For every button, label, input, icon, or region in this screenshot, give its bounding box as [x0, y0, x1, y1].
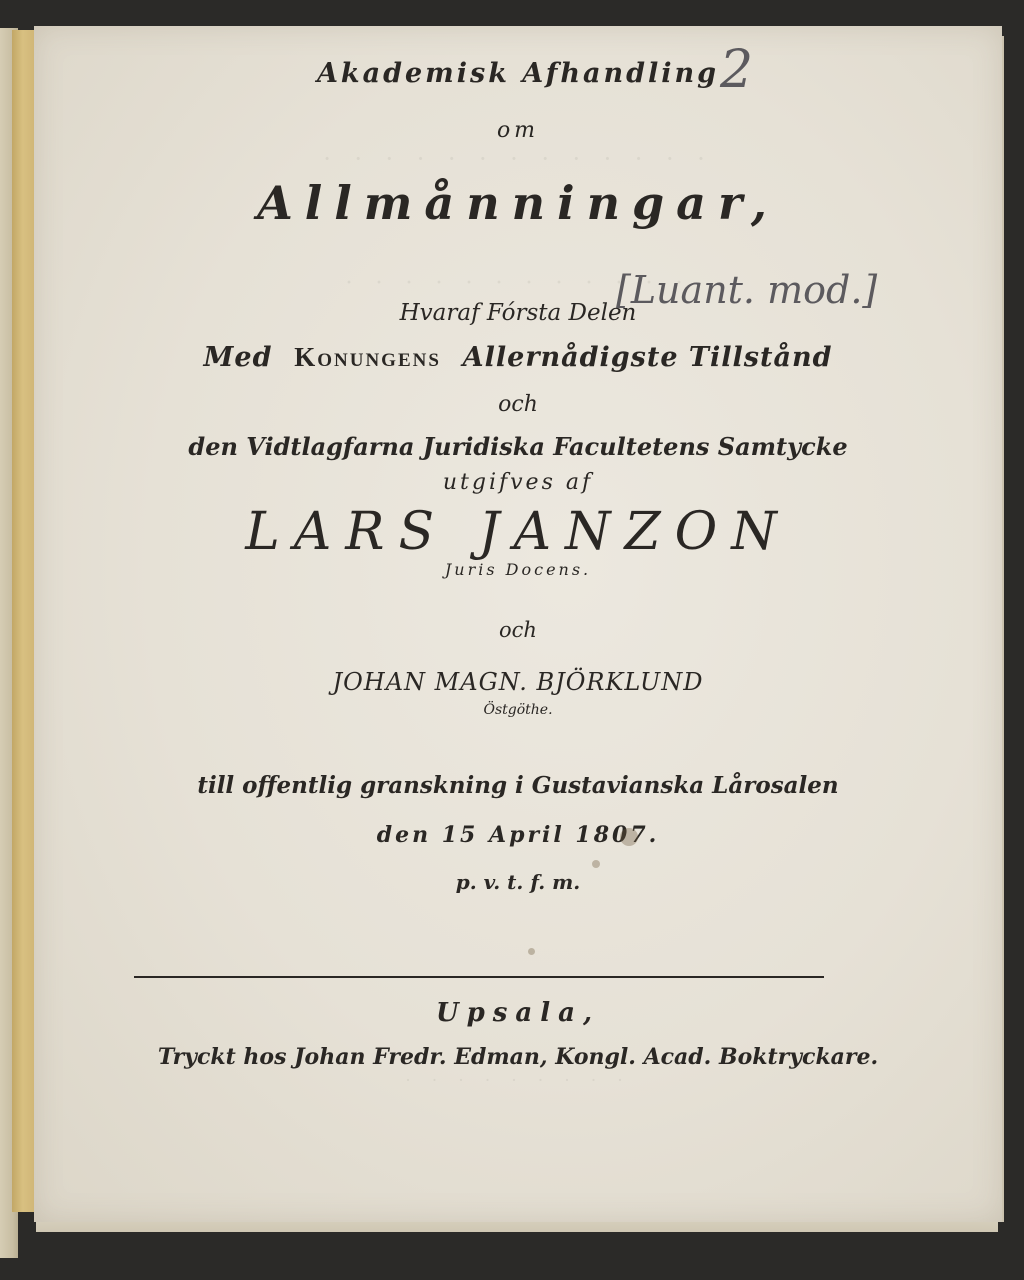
- author-title-1: Juris Docens.: [444, 560, 592, 579]
- examination-line: till offentlig granskning i Gustavianska Lårosalen: [197, 772, 839, 799]
- conjunction-line-1: och: [498, 392, 538, 417]
- bleed-through-text: · · · · · · · · · · · ·: [345, 270, 691, 296]
- conjunction-line-2: och: [499, 618, 537, 642]
- date-line: den 15 April 1807.: [376, 822, 660, 848]
- bleed-through-text: · · · · · · · · · · · · ·: [322, 144, 714, 173]
- author-name-1: LARS JANZON: [245, 502, 791, 562]
- permission-line: [34, 342, 1002, 373]
- bleed-through-text: · · · · · · · · ·: [405, 1070, 631, 1090]
- author-name-2: JOHAN MAGN. BJÖRKLUND: [332, 668, 704, 696]
- heading-line-1: Akademisk Afhandling: [316, 58, 720, 89]
- heading-line-2: om: [496, 118, 540, 143]
- handwritten-number: 2: [720, 40, 754, 100]
- permission-word-rest: Allernådigste Tillstånd: [462, 342, 833, 373]
- time-line: p. v. t. f. m.: [455, 870, 581, 894]
- faculty-line: den Vidtlagfarna Juridiska Facultetens Samtycke: [188, 432, 848, 461]
- horizontal-rule: [134, 976, 824, 978]
- imprint-city: Upsala,: [435, 998, 601, 1028]
- foxing-spot: [528, 948, 535, 955]
- author-origin-2: Östgöthe.: [483, 702, 553, 718]
- permission-word-konungens: Konungens: [294, 342, 441, 372]
- page-stack-edge: [12, 30, 36, 1212]
- permission-word-med: Med: [203, 342, 273, 373]
- handwritten-note: [Luant. mod.]: [616, 268, 878, 312]
- part-line: Hvaraf Fórsta Delen: [399, 300, 637, 326]
- foxing-spot: [620, 828, 638, 846]
- main-title: Allmånningar,: [257, 176, 779, 230]
- published-by-line: utgifves af: [442, 470, 594, 495]
- foxing-spot: [592, 860, 600, 868]
- imprint-printer: Tryckt hos Johan Fredr. Edman, Kongl. Acad. Boktryckare.: [157, 1044, 879, 1070]
